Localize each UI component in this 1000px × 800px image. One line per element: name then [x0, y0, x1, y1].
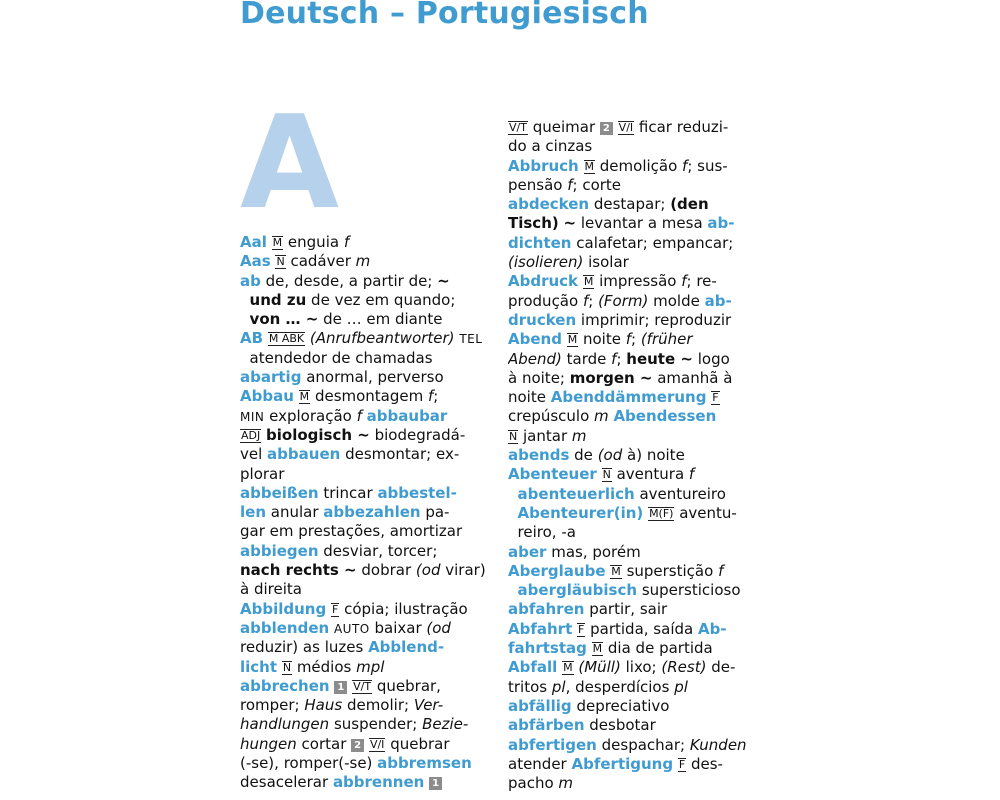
- entry-text: tarde: [561, 349, 612, 368]
- entry-text: mas, porém: [546, 542, 641, 561]
- entry-text: ficar reduzi-: [634, 118, 729, 136]
- entry-text: ; re-: [686, 272, 717, 291]
- entry-text: cadáver: [285, 252, 356, 271]
- entry-text: noite: [578, 330, 626, 349]
- entry-line: [240, 484, 488, 503]
- grammar-label: V/I: [369, 737, 385, 751]
- entry-line: [508, 272, 756, 291]
- grammar-label: V/T: [509, 121, 527, 134]
- italic-text: pl: [551, 677, 566, 696]
- italic-text: hungen: [240, 734, 297, 753]
- entry-text: suspender;: [329, 715, 423, 734]
- entry-text: isolar: [583, 253, 629, 272]
- entry-line: [508, 485, 756, 504]
- entry-text: aventura: [611, 465, 689, 484]
- entry-text: [240, 310, 250, 328]
- entry-text: ;: [616, 349, 627, 368]
- entry-line: [508, 774, 756, 793]
- entry-text: pensão: [508, 175, 568, 194]
- entry-line: [240, 349, 488, 368]
- entry-text: produção: [508, 291, 583, 310]
- entry-text: quebrar,: [372, 676, 441, 695]
- italic-text: f: [343, 233, 350, 251]
- entry-text: vel: [240, 445, 268, 464]
- entry-text: médios: [292, 657, 357, 676]
- entry-line: [508, 620, 756, 639]
- dictionary-column-left: [240, 0, 488, 793]
- domain-label: TEL: [459, 332, 483, 347]
- entry-line: [508, 195, 756, 214]
- entry-line: [508, 350, 756, 369]
- entry-text: virar): [440, 561, 486, 580]
- grammar-label: F: [578, 622, 585, 636]
- headword: Abenteurer(in): [517, 503, 644, 522]
- entry-text: crepúsculo: [508, 407, 595, 426]
- entry-text: ; corte: [572, 175, 622, 194]
- headword: abends: [508, 446, 570, 465]
- domain-label: MIN: [240, 409, 265, 424]
- italic-text: handlungen: [240, 715, 330, 734]
- entry-line: [240, 426, 488, 445]
- headword: abbestel-: [377, 483, 457, 502]
- headword: Abbildung: [240, 599, 327, 618]
- entry-line: [240, 735, 488, 754]
- entry-text: de vez em quando;: [306, 290, 456, 309]
- headword: Ab-: [697, 619, 727, 638]
- entry-text: demolição: [595, 156, 683, 175]
- italic-text: (od: [426, 618, 451, 637]
- entry-text: partida, saída: [585, 619, 698, 638]
- entry-line: [508, 137, 756, 156]
- entry-text: [508, 504, 518, 522]
- entry-line: [240, 252, 488, 271]
- entry-line: [240, 677, 488, 696]
- headword: Abend: [508, 330, 562, 349]
- grammar-label: M: [567, 333, 578, 347]
- entry-text: desviar, torcer;: [318, 541, 438, 560]
- entry-line: [508, 543, 756, 562]
- headword: abartig: [240, 368, 302, 387]
- italic-text: m: [558, 774, 574, 793]
- entry-text: gar em prestações, amortizar: [240, 522, 463, 541]
- grammar-label: F: [678, 757, 686, 771]
- entry-line: [508, 678, 756, 697]
- headword: ab-: [707, 214, 735, 233]
- entry-text: quebrar: [385, 734, 450, 753]
- entry-line: [240, 754, 488, 773]
- entry-line: [508, 446, 756, 465]
- entry-line: [508, 214, 756, 233]
- italic-text: f: [681, 272, 687, 291]
- italic-text: mpl: [356, 657, 385, 676]
- entry-line: [240, 522, 488, 541]
- headword: Abfall: [508, 658, 558, 677]
- entry-line: [508, 504, 756, 523]
- italic-text: f: [356, 406, 362, 425]
- entry-line: [240, 773, 488, 792]
- page-title: Deutsch – Portugiesisch: [240, 0, 649, 31]
- headword: abbiegen: [240, 541, 319, 560]
- entry-text: des-: [686, 754, 723, 773]
- entry-line: [240, 542, 488, 561]
- entry-text: noite: [508, 388, 551, 407]
- entry-line: [508, 736, 756, 755]
- entry-line: [508, 311, 756, 330]
- entry-text: trincar: [318, 483, 378, 502]
- entry-line: [240, 580, 488, 599]
- entry-text: dobrar: [356, 561, 416, 580]
- italic-text: (od: [415, 561, 441, 580]
- italic-text: f: [688, 465, 695, 484]
- italic-text: Abend): [508, 349, 562, 368]
- domain-label: AUTO: [333, 621, 370, 636]
- headword: Abblend-: [368, 638, 445, 657]
- headword: abbrennen: [332, 773, 425, 792]
- entry-line: [240, 310, 488, 329]
- grammar-label: N: [282, 660, 292, 674]
- headword: ab-: [704, 291, 732, 310]
- italic-text: (Anrufbeantworter): [309, 329, 455, 348]
- bold-phrase: (den: [670, 195, 709, 214]
- bold-phrase: und zu: [249, 290, 307, 309]
- entry-line: [508, 330, 756, 349]
- grammar-label: N: [602, 468, 611, 482]
- headword: Abbruch: [508, 156, 579, 175]
- entry-text: exploração: [264, 406, 357, 425]
- entry-line: [508, 658, 756, 677]
- grammar-label: V/T: [353, 679, 372, 693]
- entry-text: baixar: [369, 618, 427, 637]
- entry-text: desacelerar: [240, 773, 333, 792]
- entry-line: [508, 716, 756, 735]
- grammar-label: M(F): [649, 506, 674, 520]
- grammar-label: ADJ: [241, 428, 261, 442]
- entry-line: [508, 253, 756, 272]
- sense-number-marker: 1: [429, 777, 442, 790]
- entry-text: logo: [692, 349, 730, 368]
- entry-line: [508, 465, 756, 484]
- entry-line: [240, 696, 488, 715]
- headword: Aberglaube: [508, 561, 606, 580]
- headword: licht: [240, 657, 278, 676]
- entry-line: [240, 619, 488, 638]
- italic-text: m: [594, 407, 609, 426]
- italic-text: (früher: [640, 330, 693, 349]
- sense-number-marker: 2: [600, 122, 613, 135]
- entry-line: [508, 388, 756, 407]
- entry-text: do a cinzas: [508, 137, 593, 156]
- italic-text: (Müll): [578, 658, 621, 677]
- entry-text: cópia; ilustração: [339, 599, 468, 618]
- headword: Abenddämmerung: [550, 388, 707, 407]
- headword: Aal: [240, 233, 267, 251]
- entry-text: de: [569, 446, 598, 465]
- italic-text: (Form): [598, 291, 649, 310]
- italic-text: Haus: [304, 696, 343, 715]
- entry-text: aventu-: [674, 503, 737, 522]
- entry-text: ;: [588, 291, 599, 310]
- entry-line: [508, 407, 756, 426]
- grammar-label: V/I: [618, 121, 634, 134]
- entry-line: [240, 272, 488, 291]
- entry-text: de-: [706, 658, 736, 677]
- headword: ab: [240, 271, 261, 290]
- italic-text: Kunden: [689, 735, 747, 754]
- entry-line: [508, 157, 756, 176]
- entry-text: demolir;: [342, 696, 414, 715]
- entry-text: dia de partida: [603, 639, 713, 658]
- entry-line: [240, 407, 488, 426]
- entry-text: desmontagem: [310, 387, 429, 406]
- sense-number-marker: 2: [351, 739, 364, 752]
- grammar-label: N: [276, 255, 285, 269]
- entry-line: [508, 697, 756, 716]
- entry-text: amanhã à: [652, 368, 733, 387]
- entry-text: à noite;: [508, 368, 570, 387]
- entry-text: romper;: [240, 696, 305, 715]
- headword: AB: [240, 329, 264, 348]
- entry-line: [508, 118, 756, 137]
- headword: dichten: [508, 233, 572, 252]
- bold-phrase: biologisch ~: [266, 425, 370, 444]
- headword: abbrechen: [240, 676, 330, 695]
- entry-text: tritos: [508, 677, 552, 696]
- bold-phrase: heute ~: [626, 349, 693, 368]
- bold-phrase: ~: [563, 214, 577, 233]
- headword: abbaubar: [366, 406, 448, 425]
- entry-line: [508, 562, 756, 581]
- entry-line: [240, 233, 488, 252]
- entry-text: biodegradá-: [369, 425, 466, 444]
- grammar-label: M ABK: [268, 332, 305, 346]
- entry-text: destapar;: [589, 195, 671, 214]
- italic-text: Ver-: [413, 696, 444, 715]
- entry-text: desmontar; ex-: [340, 445, 460, 464]
- headword: fahrtstag: [508, 639, 587, 658]
- entry-text: partir, sair: [584, 600, 668, 619]
- entry-text: pa-: [420, 503, 450, 522]
- grammar-label: F: [712, 391, 719, 405]
- entry-line: [508, 176, 756, 195]
- entry-text: molde: [648, 291, 705, 310]
- entry-text: depreciativo: [571, 696, 670, 715]
- entry-text: queimar: [527, 118, 600, 136]
- headword: abfertigen: [508, 735, 597, 754]
- entry-text: de … em diante: [318, 310, 443, 329]
- italic-text: f: [582, 291, 589, 310]
- entry-line: [508, 755, 756, 774]
- entry-line: [508, 292, 756, 311]
- bold-phrase: von … ~: [249, 310, 319, 329]
- headword: abbezahlen: [323, 503, 421, 522]
- entry-text: superstição: [621, 561, 719, 580]
- entry-text: cortar: [296, 734, 352, 753]
- bold-phrase: Tisch): [508, 214, 559, 233]
- entry-line: [240, 291, 488, 310]
- entry-text: à) noite: [622, 446, 685, 465]
- headword: Abendessen: [613, 407, 717, 426]
- italic-text: m: [355, 252, 371, 271]
- headword: abbauen: [267, 445, 341, 464]
- entry-line: [240, 561, 488, 580]
- entry-line: [240, 465, 488, 484]
- entry-text: reiro, -a: [508, 523, 576, 542]
- headword: abbeißen: [240, 483, 319, 502]
- entry-line: [508, 234, 756, 253]
- bold-phrase: ~: [437, 271, 450, 290]
- entry-line: [508, 369, 756, 388]
- entry-text: despachar;: [596, 735, 690, 754]
- entry-line: [240, 600, 488, 619]
- headword: abenteuerlich: [517, 484, 635, 503]
- grammar-label: F: [331, 602, 339, 616]
- entry-text: supersticioso: [637, 581, 741, 600]
- entry-text: imprimir; reproduzir: [576, 310, 732, 329]
- italic-text: f: [611, 349, 617, 368]
- italic-text: f: [428, 387, 434, 406]
- section-letter: A: [240, 89, 340, 238]
- headword: abfällig: [508, 696, 572, 715]
- entry-text: à direita: [240, 580, 302, 599]
- headword: abblenden: [240, 618, 330, 637]
- entry-text: enguia: [283, 233, 344, 251]
- entry-line: [240, 503, 488, 522]
- italic-text: (Rest): [661, 658, 707, 677]
- headword: Abdruck: [508, 272, 579, 291]
- grammar-label: M: [563, 661, 573, 675]
- headword: Abfahrt: [508, 619, 573, 638]
- entry-line: [240, 329, 488, 348]
- headword: Abbau: [240, 387, 294, 406]
- entry-text: [508, 485, 518, 503]
- entry-text: plorar: [240, 464, 285, 483]
- entry-text: ; sus-: [687, 156, 728, 175]
- dictionary-column-right: [508, 0, 756, 793]
- bold-phrase: nach rechts ~: [240, 561, 357, 580]
- italic-text: pl: [674, 677, 688, 696]
- entry-text: lixo;: [620, 658, 662, 677]
- entry-line: [240, 368, 488, 387]
- entry-text: [240, 291, 250, 309]
- entry-line: [508, 600, 756, 619]
- italic-text: f: [567, 175, 573, 194]
- entry-text: jantar: [518, 426, 572, 445]
- entry-text: , desperdícios: [565, 677, 675, 696]
- grammar-label: M: [584, 159, 595, 173]
- italic-text: (isolieren): [508, 253, 584, 272]
- entry-text: (-se), romper(-se): [240, 754, 378, 773]
- entry-line: [508, 639, 756, 658]
- grammar-label: M: [299, 390, 310, 404]
- entry-text: ;: [433, 387, 439, 406]
- entry-text: atender: [508, 754, 572, 773]
- entry-line: [508, 427, 756, 446]
- entry-text: reduzir) as luzes: [240, 638, 369, 657]
- headword: abbremsen: [377, 754, 472, 773]
- entry-text: anular: [266, 503, 324, 522]
- headword: aber: [508, 542, 547, 561]
- italic-text: Bezie-: [422, 715, 469, 734]
- headword: Abenteuer: [508, 465, 597, 484]
- headword: drucken: [508, 310, 577, 329]
- entry-text: atendedor de chamadas: [240, 348, 433, 367]
- entry-line: [240, 638, 488, 657]
- entry-text: calafetar; empancar;: [571, 233, 734, 252]
- entry-line: [508, 523, 756, 542]
- headword: abfärben: [508, 716, 585, 735]
- headword: abdecken: [508, 195, 590, 214]
- entry-text: de, desde, a partir de;: [260, 271, 438, 290]
- grammar-label: M: [272, 236, 283, 249]
- italic-text: f: [718, 561, 724, 580]
- italic-text: (od: [597, 446, 623, 465]
- entry-text: ;: [631, 330, 641, 349]
- entry-text: impressão: [594, 272, 682, 291]
- bold-phrase: morgen ~: [569, 368, 653, 387]
- entry-line: [240, 445, 488, 464]
- entry-text: [508, 581, 518, 599]
- entry-line: [240, 658, 488, 677]
- entry-text: levantar a mesa: [576, 214, 708, 233]
- entry-text: aventureiro: [634, 484, 726, 503]
- entry-line: [240, 387, 488, 406]
- entry-text: desbotar: [584, 716, 656, 735]
- entry-text: anormal, perverso: [301, 368, 444, 387]
- entry-line: [240, 715, 488, 734]
- grammar-label: M: [583, 275, 594, 289]
- grammar-label: M: [592, 642, 603, 656]
- italic-text: f: [625, 330, 631, 349]
- italic-text: f: [682, 156, 688, 175]
- headword: len: [240, 503, 266, 522]
- headword: Abfertigung: [571, 754, 674, 773]
- grammar-label: N: [509, 429, 518, 443]
- italic-text: m: [571, 426, 587, 445]
- entry-text: pacho: [508, 774, 559, 793]
- sense-number-marker: 1: [334, 681, 347, 694]
- grammar-label: M: [611, 564, 621, 578]
- entry-line: [508, 581, 756, 600]
- headword: Aas: [240, 252, 271, 271]
- headword: abfahren: [508, 600, 585, 619]
- headword: abergläubisch: [517, 581, 638, 600]
